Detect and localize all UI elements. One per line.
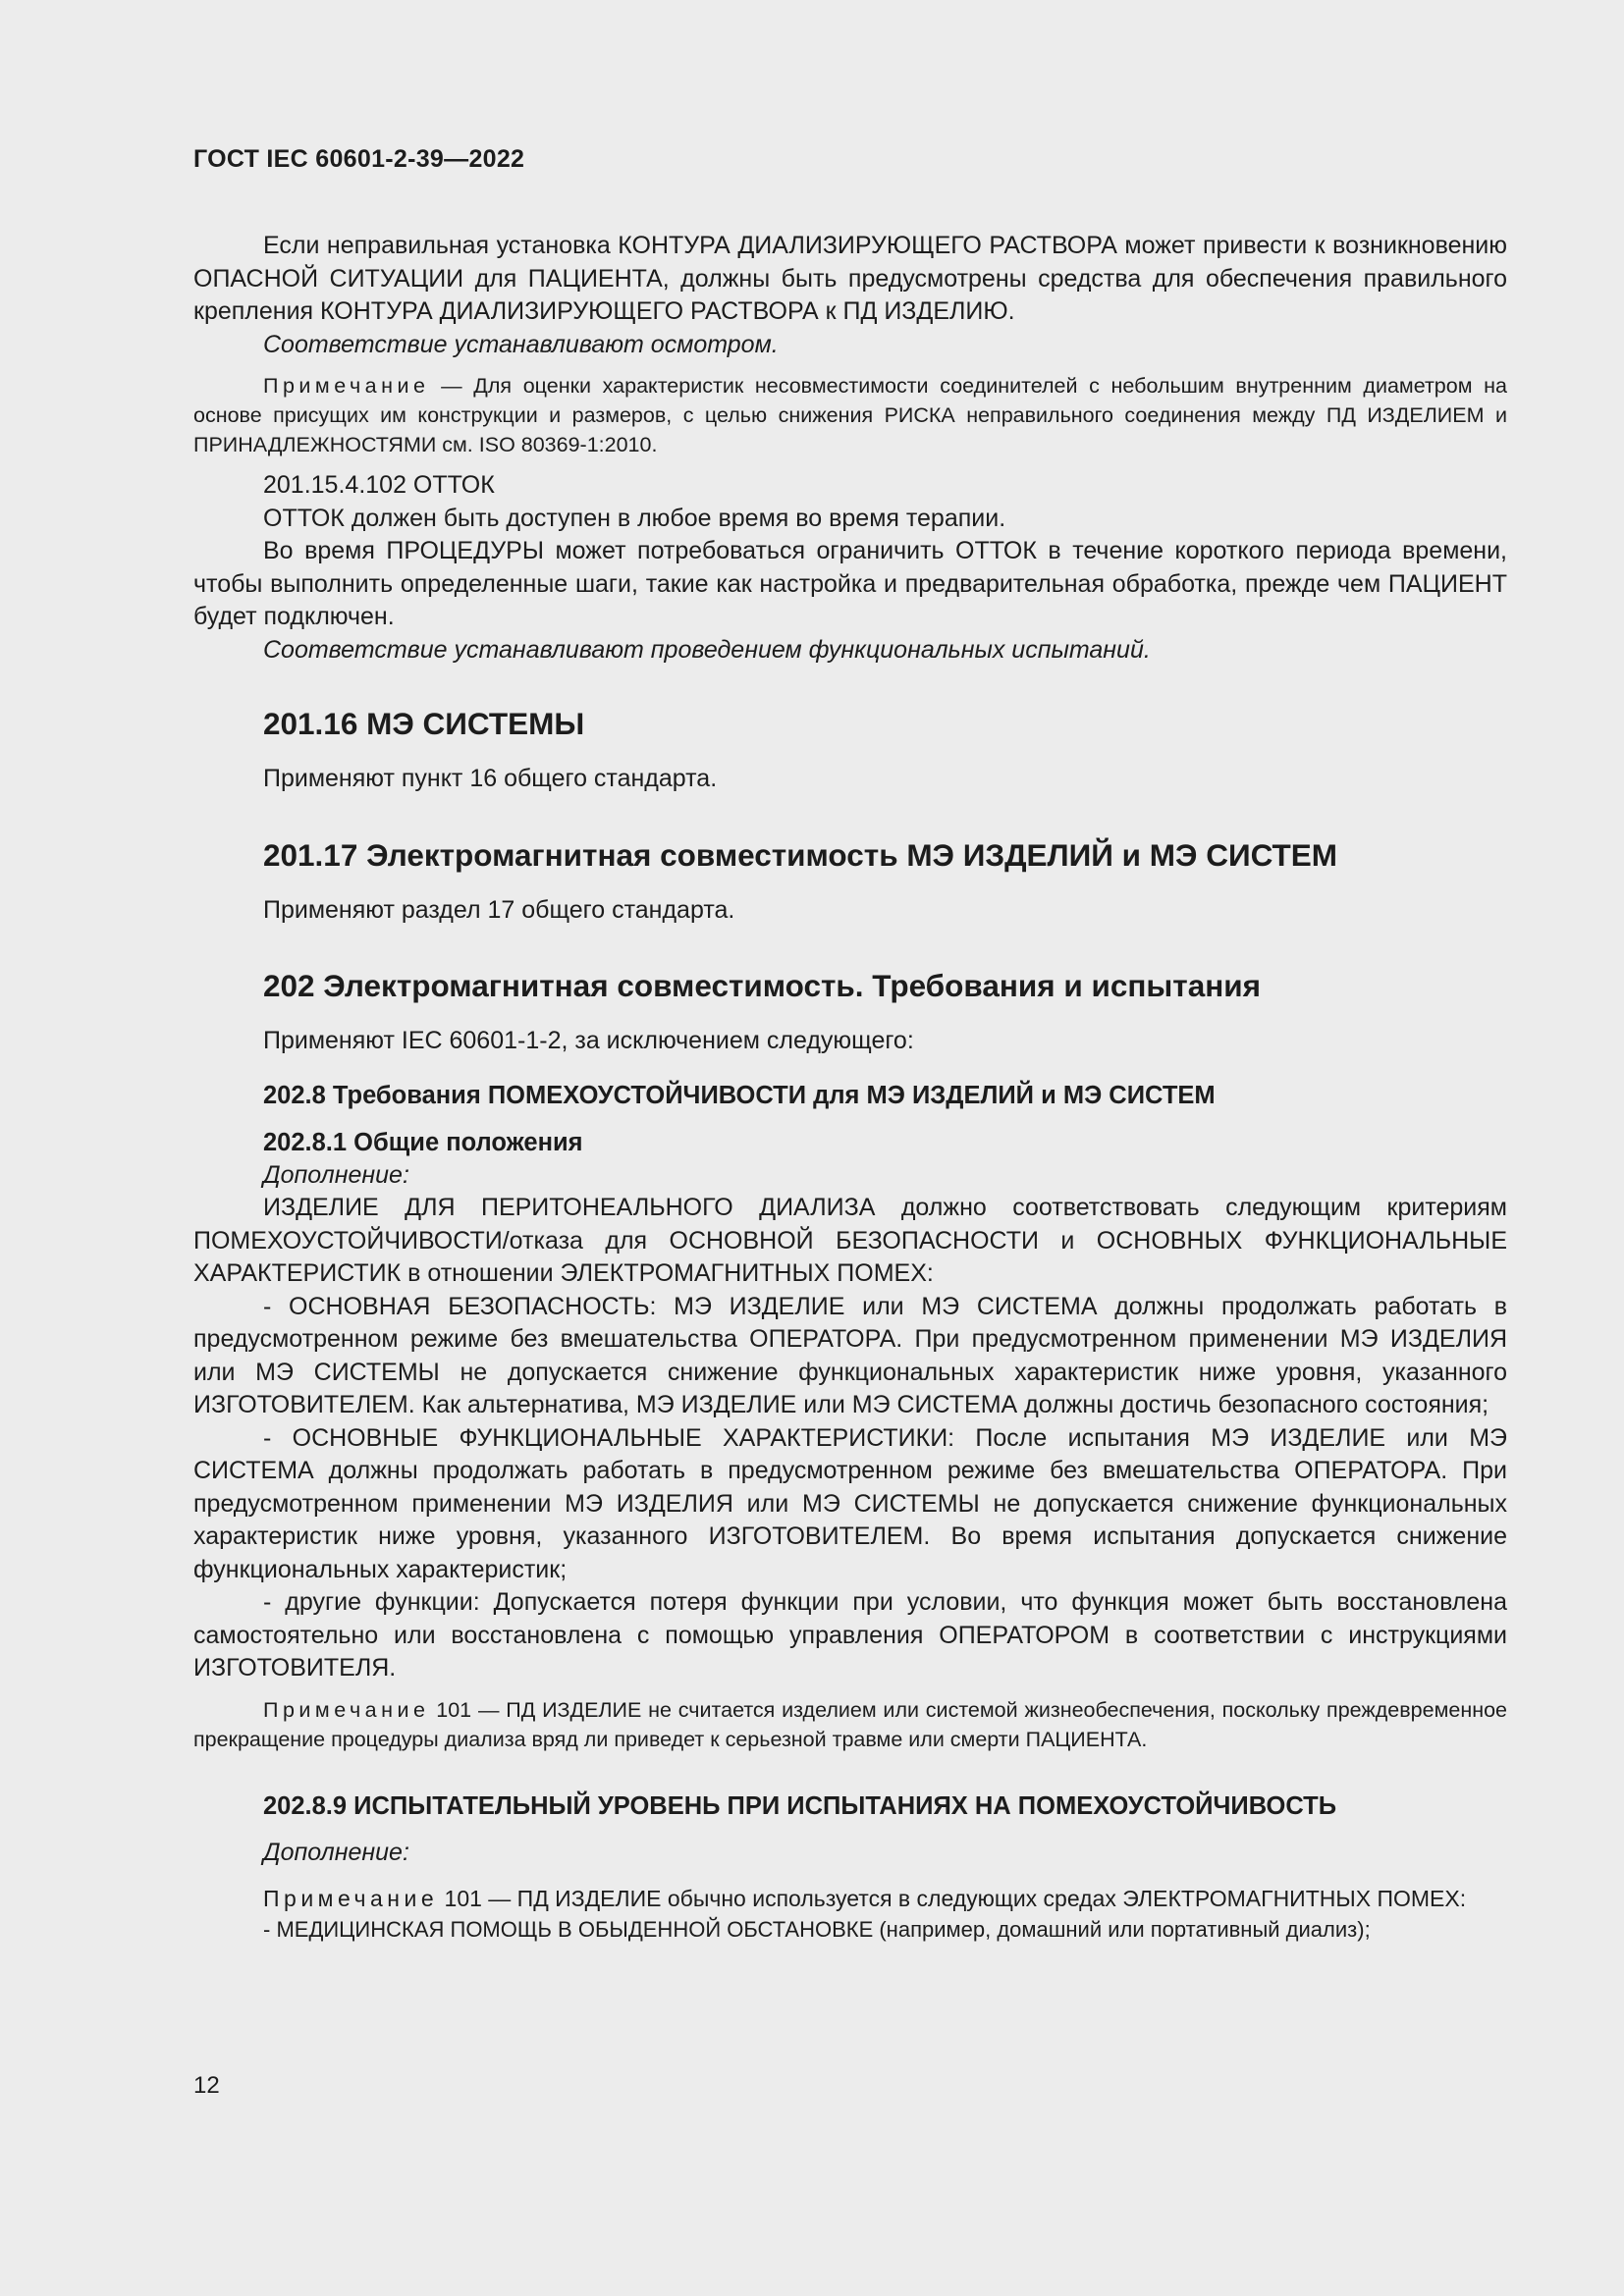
section-202-8-1-intro: ИЗДЕЛИЕ ДЛЯ ПЕРИТОНЕАЛЬНОГО ДИАЛИЗА должно соответствовать следующим критериям ПОМЕХОУСТОЙЧИВОСТИ/отказа для ОСНОВНОЙ БЕЗОПАСНОСТИ и ОСНОВНЫХ ФУНКЦИОНАЛЬНЫЕ ХАРАКТЕРИСТИК в отношении ЭЛЕКТРОМАГНИТНЫХ ПОМЕХ: bbox=[193, 1194, 1507, 1287]
page-number: 12 bbox=[193, 2072, 220, 2099]
page-content bbox=[193, 145, 1507, 1946]
note-environment-item-home: - МЕДИЦИНСКАЯ ПОМОЩЬ В ОБЫДЕННОЙ ОБСТАНОВКЕ (например, домашний или портативный диализ); bbox=[263, 1917, 1371, 1942]
list-item-essential-performance: - ОСНОВНЫЕ ФУНКЦИОНАЛЬНЫЕ ХАРАКТЕРИСТИКИ: После испытания МЭ ИЗДЕЛИЕ или МЭ СИСТЕМА должны продолжать работать в предусмотренном режиме без вмешательства ОПЕРАТОРА. При предусмотренном применении МЭ ИЗДЕЛИЯ или МЭ СИСТЕМЫ не допускается снижение функциональных характеристик ниже уровня, указанного ИЗГОТОВИТЕЛЕМ. Во время испытания допускается снижение функциональных характеристик; bbox=[193, 1423, 1507, 1583]
section-202-8-1-title: 202.8.1 Общие положения bbox=[263, 1128, 583, 1156]
compliance-inspection: Соответствие устанавливают осмотром. bbox=[263, 330, 779, 358]
section-202-text: Применяют IEC 60601-1-2, за исключением следующего: bbox=[263, 1027, 914, 1054]
outflow-paragraph-1: ОТТОК должен быть доступен в любое время во время терапии. bbox=[263, 504, 1006, 532]
section-202-8-9-title: 202.8.9 ИСПЫТАТЕЛЬНЫЙ УРОВЕНЬ ПРИ ИСПЫТАНИЯХ НА ПОМЕХОУСТОЙЧИВОСТЬ bbox=[263, 1791, 1337, 1820]
list-item-basic-safety: - ОСНОВНАЯ БЕЗОПАСНОСТЬ: МЭ ИЗДЕЛИЕ или МЭ СИСТЕМА должны продолжать работать в предусмотренном режиме без вмешательства ОПЕРАТОРА. При предусмотренном применении МЭ ИЗДЕЛИЯ или МЭ СИСТЕМЫ не допускается снижение функциональных характеристик ниже уровня, указанного ИЗГОТОВИТЕЛЕМ. Как альтернатива, МЭ ИЗДЕЛИЕ или МЭ СИСТЕМА должны достичь безопасного состояния; bbox=[193, 1292, 1507, 1418]
note-text: 101 — ПД ИЗДЕЛИЕ не считается изделием или системой жизнеобеспечения, поскольку преждевременное прекращение процедуры диализа вряд ли приведет к серьезной травме или смерти ПАЦИЕНТА. bbox=[193, 1697, 1507, 1751]
note-environments bbox=[193, 1883, 1507, 1914]
clause-outflow-title: 201.15.4.102 ОТТОК bbox=[263, 471, 495, 499]
note-text: — Для оценки характеристик несовместимости соединителей с небольшим внутренним диаметром на основе присущих им конструкции и размеров, с целью снижения РИСКА неправильного соединения между ПД ИЗДЕЛИЕМ и ПРИНАДЛЕЖНОСТЯМИ см. ISO 80369-1:2010. bbox=[193, 374, 1507, 456]
note-label: Примечание bbox=[263, 1697, 430, 1722]
section-201-16-title: 201.16 МЭ СИСТЕМЫ bbox=[263, 706, 585, 741]
note-label: Примечание bbox=[263, 374, 430, 398]
section-201-17-text: Применяют раздел 17 общего стандарта. bbox=[263, 895, 735, 924]
section-201-16-text: Применяют пункт 16 общего стандарта. bbox=[263, 765, 718, 792]
note-text: 101 — ПД ИЗДЕЛИЕ обычно используется в следующих средах ЭЛЕКТРОМАГНИТНЫХ ПОМЕХ: bbox=[438, 1886, 1467, 1911]
addition-label: Дополнение: bbox=[263, 1838, 409, 1866]
section-202-8-title: 202.8 Требования ПОМЕХОУСТОЙЧИВОСТИ для МЭ ИЗДЕЛИЙ и МЭ СИСТЕМ bbox=[263, 1081, 1216, 1109]
outflow-paragraph-2: Во время ПРОЦЕДУРЫ может потребоваться ограничить ОТТОК в течение короткого периода времени, чтобы выполнить определенные шаги, такие как настройка и предварительная обработка, прежде чем ПАЦИЕНТ будет подключен. bbox=[193, 537, 1507, 630]
outflow-compliance: Соответствие устанавливают проведением функциональных испытаний. bbox=[263, 635, 1151, 664]
addition-label: Дополнение: bbox=[263, 1160, 409, 1189]
list-item-other-functions: - другие функции: Допускается потеря функции при условии, что функция может быть восстановлена самостоятельно или восстановлена с помощью управления ОПЕРАТОРОМ в соответствии с инструкциями ИЗГОТОВИТЕЛЯ. bbox=[193, 1588, 1507, 1682]
section-201-17-title: 201.17 Электромагнитная совместимость МЭ ИЗДЕЛИЙ и МЭ СИСТЕМ bbox=[263, 836, 1338, 873]
note-connectors bbox=[193, 371, 1507, 459]
note-label: Примечание bbox=[263, 1886, 439, 1911]
note-life-support bbox=[193, 1695, 1507, 1754]
paragraph-connection: Если неправильная установка КОНТУРА ДИАЛИЗИРУЮЩЕГО РАСТВОРА может привести к возникновению ОПАСНОЙ СИТУАЦИИ для ПАЦИЕНТА, должны быть предусмотрены средства для обеспечения правильного крепления КОНТУРА ДИАЛИЗИРУЮЩЕГО РАСТВОРА к ПД ИЗДЕЛИЮ. bbox=[193, 232, 1507, 325]
standard-header: ГОСТ IEC 60601-2-39—2022 bbox=[193, 145, 525, 173]
section-202-title: 202 Электромагнитная совместимость. Требования и испытания bbox=[263, 968, 1261, 1003]
